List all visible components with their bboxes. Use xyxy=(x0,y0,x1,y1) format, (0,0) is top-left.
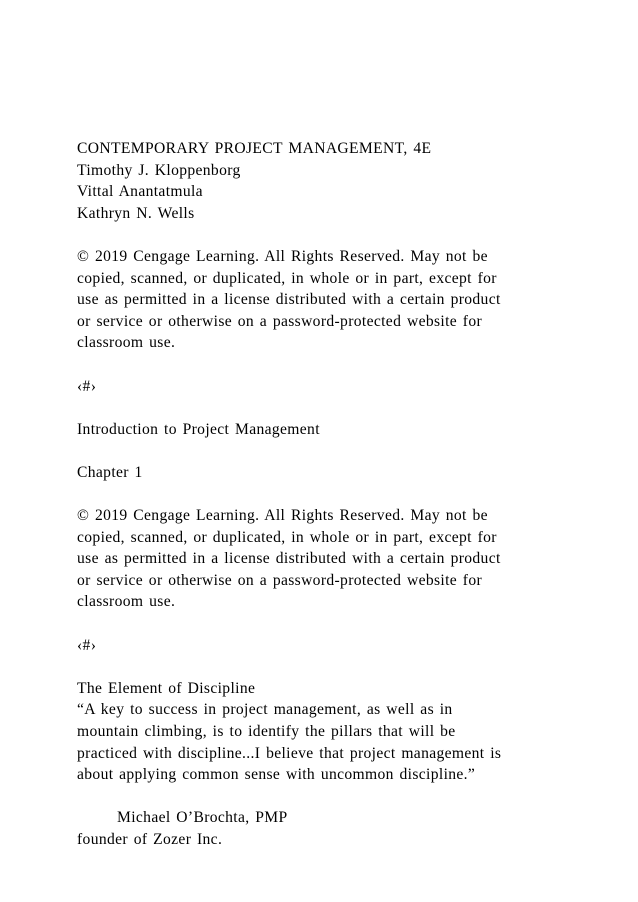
copyright-line: © 2019 Cengage Learning. All Rights Reserved. May not be xyxy=(77,507,488,525)
copyright-line: classroom use. xyxy=(77,593,176,611)
copyright-line: or service or otherwise on a password-protected website for xyxy=(77,571,483,589)
chapter-label: Chapter 1 xyxy=(77,463,143,481)
copyright-notice xyxy=(77,505,597,613)
quote-line: about applying common sense with uncommon discipline.” xyxy=(77,766,476,784)
quote-line: practiced with discipline...I believe that project management is xyxy=(77,744,502,762)
author-name: Vittal Anantatmula xyxy=(77,183,203,201)
quote-heading: The Element of Discipline xyxy=(77,679,256,697)
copyright-line: copied, scanned, or duplicated, in whole or in part, except for xyxy=(77,269,497,287)
copyright-line: use as permitted in a license distributed with a certain product xyxy=(77,550,501,568)
quote-line: “A key to success in project management, as well as in xyxy=(77,701,453,719)
quote-attribution-role: founder of Zozer Inc. xyxy=(77,831,223,848)
book-title: CONTEMPORARY PROJECT MANAGEMENT, 4E xyxy=(77,140,432,157)
author-name: Kathryn N. Wells xyxy=(77,204,195,222)
quote-attribution-name: Michael O’Brochta, PMP xyxy=(117,809,288,827)
copyright-line: use as permitted in a license distributed with a certain product xyxy=(77,291,501,309)
section-title: Introduction to Project Management xyxy=(77,420,320,438)
copyright-line: copied, scanned, or duplicated, in whole or in part, except for xyxy=(77,528,497,546)
quote-line: mountain climbing, is to identify the pillars that will be xyxy=(77,723,456,741)
quote-block xyxy=(77,678,597,851)
author-name: Timothy J. Kloppenborg xyxy=(77,161,241,179)
copyright-notice xyxy=(77,246,597,354)
slide-number-marker: ‹#› xyxy=(77,636,97,654)
copyright-line: © 2019 Cengage Learning. All Rights Reserved. May not be xyxy=(77,247,488,265)
title-block xyxy=(77,138,597,224)
copyright-line: or service or otherwise on a password-protected website for xyxy=(77,312,483,330)
slide-number-marker: ‹#› xyxy=(77,377,97,395)
copyright-line: classroom use. xyxy=(77,334,176,352)
document-text xyxy=(77,138,597,851)
